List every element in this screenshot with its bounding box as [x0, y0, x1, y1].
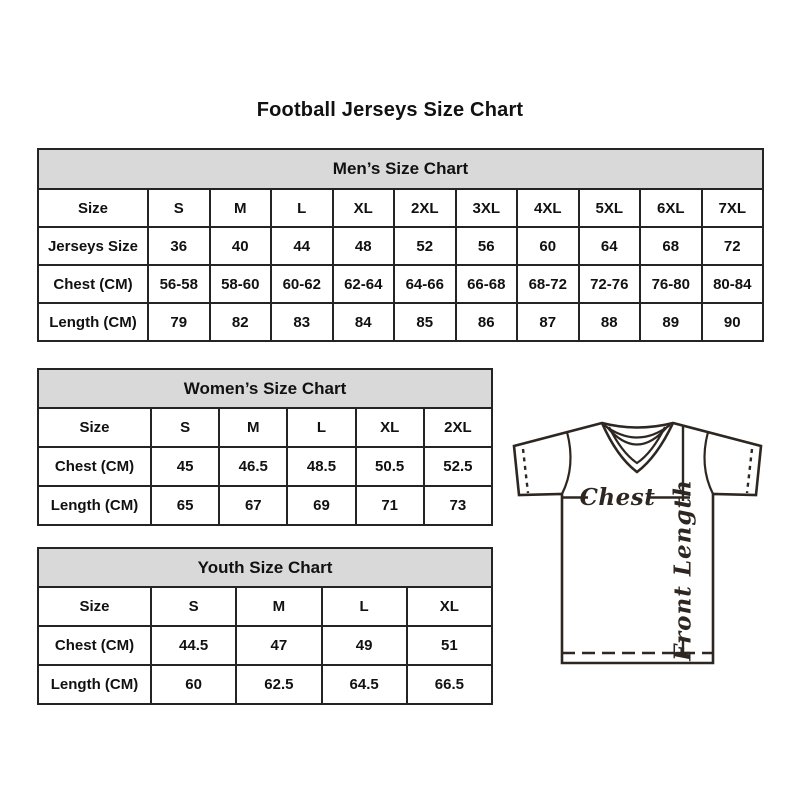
table-row	[38, 587, 492, 626]
value-cell: 76-80	[640, 265, 702, 303]
value-cell: 52.5	[424, 447, 492, 486]
value-cell: 67	[219, 486, 287, 525]
value-cell: 73	[424, 486, 492, 525]
value-cell: 64-66	[394, 265, 456, 303]
value-cell: M	[236, 587, 321, 626]
value-cell: XL	[407, 587, 492, 626]
front-length-label: Front Length	[669, 479, 697, 661]
value-cell: 60	[517, 227, 579, 265]
youth-size-table	[37, 547, 493, 705]
value-cell: 60	[151, 665, 236, 704]
row-label: Size	[38, 189, 148, 227]
value-cell: XL	[333, 189, 395, 227]
value-cell: 72	[702, 227, 764, 265]
left-cuff-stitch-line	[523, 449, 528, 493]
men-table-title-row	[38, 149, 763, 189]
value-cell: 68-72	[517, 265, 579, 303]
right-armhole-seam	[704, 432, 713, 494]
value-cell: S	[151, 587, 236, 626]
value-cell: 6XL	[640, 189, 702, 227]
table-row	[38, 265, 763, 303]
value-cell: 56	[456, 227, 518, 265]
value-cell: M	[219, 408, 287, 447]
table-row	[38, 408, 492, 447]
value-cell: L	[271, 189, 333, 227]
page-title: Football Jerseys Size Chart	[256, 99, 524, 121]
value-cell: 48.5	[287, 447, 355, 486]
value-cell: 2XL	[394, 189, 456, 227]
value-cell: 44	[271, 227, 333, 265]
value-cell: 79	[148, 303, 210, 341]
value-cell: 80-84	[702, 265, 764, 303]
value-cell: 69	[287, 486, 355, 525]
value-cell: 3XL	[456, 189, 518, 227]
value-cell: 64.5	[322, 665, 407, 704]
value-cell: 51	[407, 626, 492, 665]
value-cell: 44.5	[151, 626, 236, 665]
jersey-measurement-diagram	[500, 400, 780, 680]
value-cell: 90	[702, 303, 764, 341]
value-cell: 60-62	[271, 265, 333, 303]
value-cell: 83	[271, 303, 333, 341]
table-row	[38, 227, 763, 265]
row-label: Size	[38, 587, 151, 626]
value-cell: 5XL	[579, 189, 641, 227]
value-cell: 66.5	[407, 665, 492, 704]
chest-label: Chest	[579, 484, 656, 511]
value-cell: L	[322, 587, 407, 626]
value-cell: 47	[236, 626, 321, 665]
value-cell: S	[148, 189, 210, 227]
women-table-title: Women’s Size Chart	[38, 369, 492, 408]
jersey-outline	[514, 423, 761, 663]
table-row	[38, 486, 492, 525]
value-cell: 7XL	[702, 189, 764, 227]
row-label: Chest (CM)	[38, 626, 151, 665]
men-table-title: Men’s Size Chart	[38, 149, 763, 189]
table-row	[38, 447, 492, 486]
value-cell: 45	[151, 447, 219, 486]
value-cell: 4XL	[517, 189, 579, 227]
row-label: Chest (CM)	[38, 447, 151, 486]
value-cell: S	[151, 408, 219, 447]
value-cell: 84	[333, 303, 395, 341]
youth-table-title: Youth Size Chart	[38, 548, 492, 587]
value-cell: 68	[640, 227, 702, 265]
row-label: Length (CM)	[38, 665, 151, 704]
value-cell: 71	[356, 486, 424, 525]
row-label: Length (CM)	[38, 303, 148, 341]
value-cell: 85	[394, 303, 456, 341]
value-cell: 50.5	[356, 447, 424, 486]
row-label: Jerseys Size	[38, 227, 148, 265]
value-cell: 46.5	[219, 447, 287, 486]
value-cell: 72-76	[579, 265, 641, 303]
table-row	[38, 303, 763, 341]
value-cell: 36	[148, 227, 210, 265]
value-cell: 49	[322, 626, 407, 665]
value-cell: 82	[210, 303, 272, 341]
value-cell: 2XL	[424, 408, 492, 447]
value-cell: 89	[640, 303, 702, 341]
mens-size-table	[37, 148, 764, 342]
value-cell: 52	[394, 227, 456, 265]
table-row	[38, 665, 492, 704]
row-label: Length (CM)	[38, 486, 151, 525]
value-cell: 48	[333, 227, 395, 265]
value-cell: L	[287, 408, 355, 447]
table-row	[38, 626, 492, 665]
value-cell: 86	[456, 303, 518, 341]
value-cell: XL	[356, 408, 424, 447]
right-cuff-stitch-line	[747, 449, 752, 493]
value-cell: 88	[579, 303, 641, 341]
left-armhole-seam	[562, 432, 571, 494]
value-cell: 62-64	[333, 265, 395, 303]
value-cell: M	[210, 189, 272, 227]
value-cell: 58-60	[210, 265, 272, 303]
value-cell: 62.5	[236, 665, 321, 704]
value-cell: 56-58	[148, 265, 210, 303]
row-label: Size	[38, 408, 151, 447]
womens-size-table	[37, 368, 493, 526]
value-cell: 64	[579, 227, 641, 265]
table-row	[38, 189, 763, 227]
row-label: Chest (CM)	[38, 265, 148, 303]
value-cell: 66-68	[456, 265, 518, 303]
women-table-title-row	[38, 369, 492, 408]
value-cell: 40	[210, 227, 272, 265]
value-cell: 65	[151, 486, 219, 525]
youth-table-title-row	[38, 548, 492, 587]
value-cell: 87	[517, 303, 579, 341]
collar-back-arc-2	[607, 427, 667, 445]
